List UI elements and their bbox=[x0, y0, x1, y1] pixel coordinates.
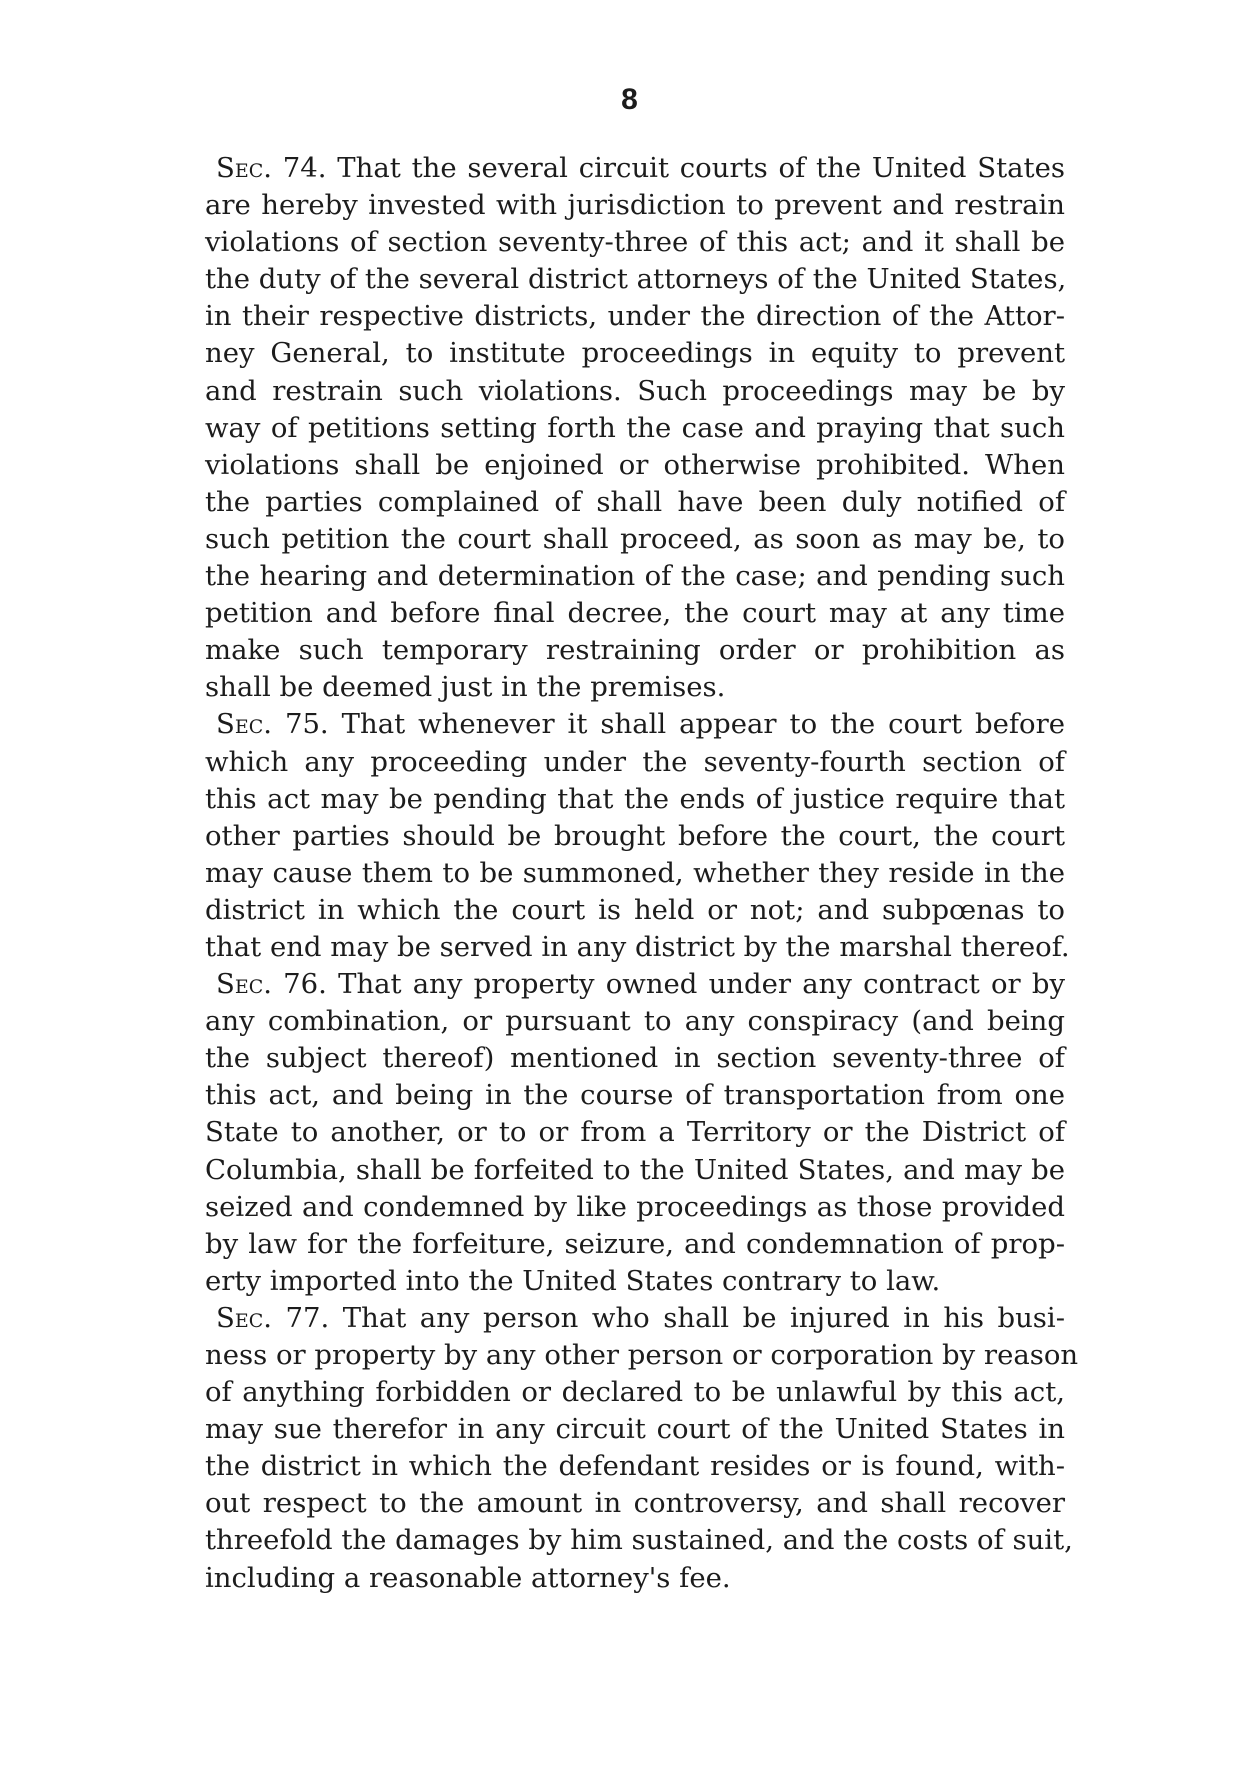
section-74 bbox=[205, 150, 1065, 706]
text-line: petition and before final decree, the court may at any time bbox=[205, 597, 1065, 630]
text-line: the district in which the defendant resides or is found, with- bbox=[205, 1450, 1065, 1483]
body-text bbox=[205, 150, 1079, 1597]
section-75 bbox=[205, 706, 1070, 966]
section-label: Sec. 74. bbox=[215, 152, 327, 184]
text-line: State to another, or to or from a Territory or the District of bbox=[205, 1116, 1065, 1149]
text-line: seized and condemned by like proceedings as those provided bbox=[205, 1190, 1065, 1223]
text-line: are hereby invested with jurisdiction to prevent and restrain bbox=[205, 189, 1065, 222]
text-line: may sue therefor in any circuit court of the United States in bbox=[205, 1413, 1065, 1446]
text-line: Sec. 75. That whenever it shall appear to the court before bbox=[215, 708, 1065, 741]
text-line: out respect to the amount in controversy, and shall recover bbox=[205, 1487, 1065, 1520]
text-line: such petition the court shall proceed, as soon as may be, to bbox=[205, 522, 1065, 555]
text-line: threefold the damages by him sustained, and the costs of suit, bbox=[205, 1524, 1073, 1557]
text-line: of anything forbidden or declared to be unlawful by this act, bbox=[205, 1376, 1065, 1409]
text-line: make such temporary restraining order or prohibition as bbox=[205, 634, 1065, 667]
section-label: Sec. 77. bbox=[215, 1301, 330, 1334]
text-line: other parties should be brought before the court, the court bbox=[205, 819, 1065, 852]
text-line: any combination, or pursuant to any conspiracy (and being bbox=[205, 1005, 1065, 1038]
text-line: the parties complained of shall have been duly notified of bbox=[205, 485, 1065, 518]
text-line: and restrain such violations. Such proceedings may be by bbox=[205, 374, 1065, 407]
text-line: this act, and being in the course of transportation from one bbox=[205, 1079, 1065, 1112]
text-line: shall be deemed just in the premises. bbox=[205, 671, 726, 704]
text-line: may cause them to be summoned, whether they reside in the bbox=[205, 856, 1065, 889]
text-line: in their respective districts, under the direction of the Attor- bbox=[205, 300, 1065, 333]
text-line: way of petitions setting forth the case and praying that such bbox=[205, 411, 1065, 444]
section-label: Sec. 75. bbox=[215, 708, 329, 741]
text-line: ney General, to institute proceedings in equity to prevent bbox=[205, 337, 1065, 370]
text-line: Sec. 74. That the several circuit courts of the United States bbox=[215, 152, 1065, 184]
text-line: that end may be served in any district by the marshal thereof. bbox=[205, 930, 1070, 963]
text-line: the subject thereof) mentioned in section seventy-three of bbox=[205, 1042, 1065, 1075]
text-line: ness or property by any other person or corporation by reason bbox=[205, 1339, 1079, 1371]
text-line: the hearing and determination of the case; and pending such bbox=[205, 560, 1065, 593]
text-line: district in which the court is held or not; and subpœnas to bbox=[205, 893, 1065, 926]
section-77 bbox=[205, 1300, 1079, 1597]
text-line: including a reasonable attorney's fee. bbox=[205, 1561, 731, 1594]
page-number: 8 bbox=[621, 83, 638, 116]
text-line: Sec. 76. That any property owned under any contract or by bbox=[215, 968, 1066, 1001]
text-line: this act may be pending that the ends of justice require that bbox=[205, 782, 1065, 815]
text-line: Columbia, shall be forfeited to the United States, and may be bbox=[205, 1153, 1065, 1186]
text-line: violations of section seventy-three of this act; and it shall be bbox=[205, 226, 1065, 259]
section-76 bbox=[205, 966, 1065, 1300]
text-line: the duty of the several district attorneys of the United States, bbox=[205, 263, 1067, 296]
text-line: which any proceeding under the seventy-fourth section of bbox=[205, 745, 1065, 778]
text-line: erty imported into the United States contrary to law. bbox=[205, 1264, 941, 1297]
section-label: Sec. 76. bbox=[215, 968, 327, 1001]
text-line: violations shall be enjoined or otherwise prohibited. When bbox=[205, 448, 1065, 481]
text-line: Sec. 77. That any person who shall be injured in his busi- bbox=[215, 1301, 1065, 1334]
text-line: by law for the forfeiture, seizure, and condemnation of prop- bbox=[205, 1227, 1065, 1260]
